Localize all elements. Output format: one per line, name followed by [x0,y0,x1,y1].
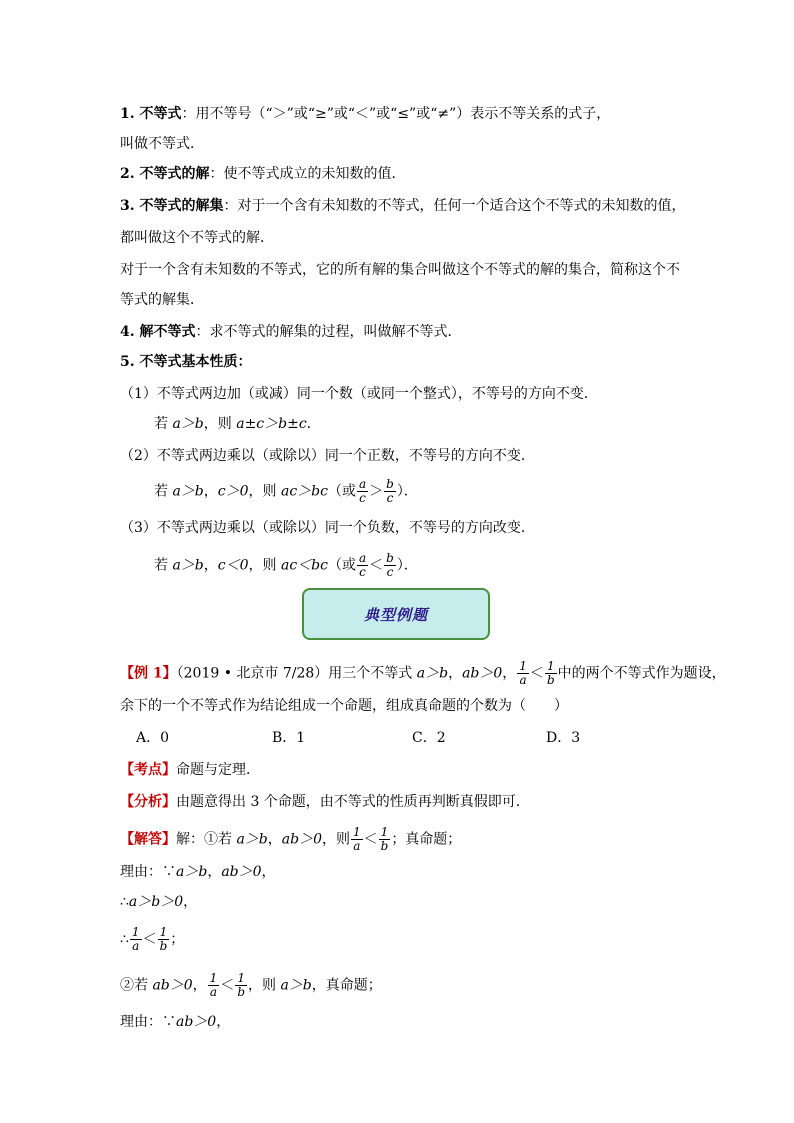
fraction-1-over-a: $\frac{1}{a}$ [352,825,361,853]
option-b: B．1 [272,730,306,746]
reason-4: 理由：∵ab＞0， [120,1014,231,1030]
option-c: C．2 [412,730,446,746]
def-3 [120,196,710,216]
def-3-cont: 都叫做这个不等式的解． [120,230,274,246]
kaodian: 【考点】命题与定理． [120,762,260,778]
fraction-1-over-b: $\frac{1}{b}$ [546,659,555,687]
prop-1: （1）不等式两边加（或减）同一个数（或同一个整式），不等号的方向不变． [120,386,598,402]
fraction-1-over-b: $\frac{1}{b}$ [380,825,389,853]
def-1-cont: 叫做不等式． [120,136,204,152]
fraction-1-over-a: $\frac{1}{a}$ [519,659,527,687]
fraction-1-over-a: $\frac{1}{a}$ [209,971,218,999]
reason-2: ∴a＞b＞0， [120,894,198,910]
def-3-para2: 对于一个含有未知数的不等式，它的所有解的集合叫做这个不等式的解的集合，简称这个不 [120,262,680,278]
fraction-1-over-b: $\frac{1}{b}$ [237,971,245,999]
example-question: 【例 1】（2019 • 北京市 7/28）用三个不等式 a＞b，ab＞0， $\frac{1}{a}$ ＜ $\frac{1}{b}$ 中的两个不等式作为题设， [120,659,726,687]
def-4 [120,322,710,342]
def-1-text: ：用不等号（“＞”或“≥”或“＜”或“≤”或“≠”）表示不等关系的式子， [181,106,611,122]
reason-3: ∴ $\frac{1}{a}$ ＜ $\frac{1}{b}$ ； [120,925,185,953]
def-2-label: 2. 不等式的解 [120,166,210,182]
fenxi: 【分析】由题意得出 3 个命题，由不等式的性质再判断真假即可． [120,794,530,810]
def-1 [120,104,710,124]
def-3-para2-cont: 等式的解集． [120,292,204,308]
jieda-label: 【解答】 [120,831,176,848]
def-5-label: 5. 不等式基本性质： [120,354,252,370]
def-2 [120,164,710,184]
example-tag: 【例 1】 [120,665,177,682]
prop-3: （3）不等式两边乘以（或除以）同一个负数，不等号的方向改变． [120,520,535,536]
fraction-b-over-c: $\frac{b}{c}$ [386,551,394,579]
def-3-text: ：对于一个含有未知数的不等式，任何一个适合这个不等式的未知数的值， [223,198,686,214]
option-d: D．3 [546,730,581,746]
def-1-label: 1. 不等式 [120,106,182,122]
option-a: A．0 [136,730,170,746]
prop-2: （2）不等式两边乘以（或除以）同一个正数，不等号的方向不变． [120,448,535,464]
case-2: ②若 ab＞0， $\frac{1}{a}$ ＜ $\frac{1}{b}$ ，则 a＞b，真命题； [120,971,382,999]
prop-3-formula: 若 a＞b，c＜0，则 ac＜bc（或 $\frac{a}{c}$ ＜ $\frac{b}{c}$ ）． [154,551,418,579]
def-3-label: 3. 不等式的解集 [120,198,224,214]
example-question-cont: 余下的一个不等式作为结论组成一个命题，组成真命题的个数为（ ） [120,698,568,714]
section-banner [302,588,490,640]
banner-title: 典型例题 [363,605,428,624]
jieda-line: 【解答】解：①若 a＞b，ab＞0，则 $\frac{1}{a}$ ＜ $\frac{1}{b}$ ；真命题； [120,825,462,853]
fenxi-label: 【分析】 [120,794,176,810]
fraction-1-over-b: $\frac{1}{b}$ [159,925,168,953]
prop-2-formula: 若 a＞b，c＞0，则 ac＞bc（或 $\frac{a}{c}$ ＞ $\frac{b}{c}$ ）． [154,477,418,505]
def-4-label: 4. 解不等式 [120,324,196,340]
def-4-text: ：求不等式的解集的过程，叫做解不等式． [195,324,462,340]
reason-1: 理由：∵a＞b，ab＞0， [120,864,276,880]
fraction-b-over-c: $\frac{b}{c}$ [386,477,394,505]
fraction-a-over-c: $\frac{a}{c}$ [358,551,367,579]
fraction-1-over-a: $\frac{1}{a}$ [131,925,140,953]
kaodian-label: 【考点】 [120,762,176,778]
def-2-text: ：使不等式成立的未知数的值． [209,166,406,182]
fraction-a-over-c: $\frac{a}{c}$ [358,477,367,505]
prop-1-formula: 若 a＞b，则 a±c＞b±c． [154,416,321,432]
